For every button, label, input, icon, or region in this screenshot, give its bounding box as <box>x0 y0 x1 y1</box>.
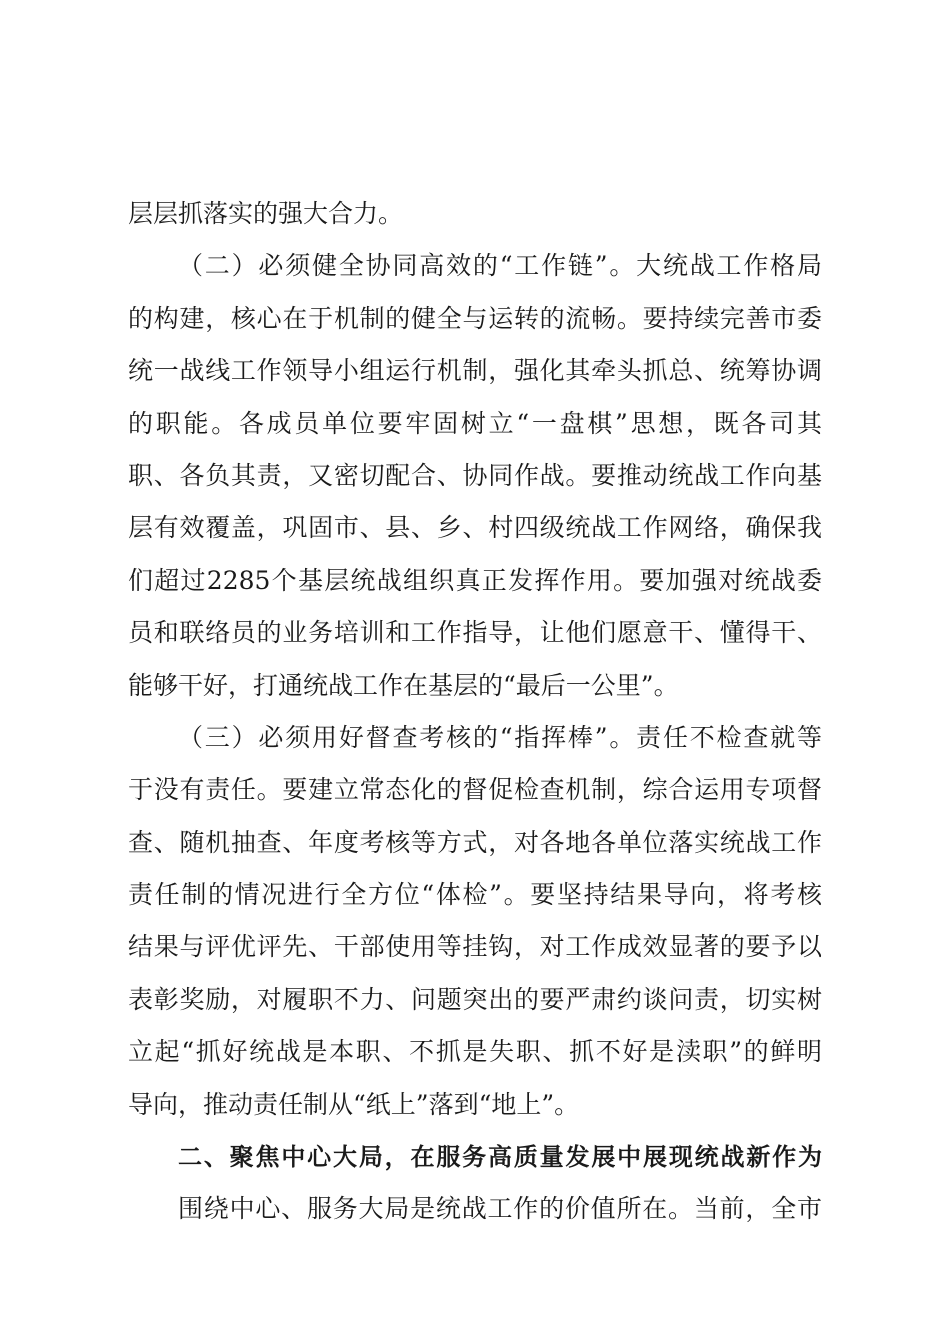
paragraph-line: 责任制的情况进行全方位“体检”。要坚持结果导向，将考核 <box>128 880 822 910</box>
paragraph-line: （二）必须健全协同高效的“工作链”。大统战工作格局 <box>178 251 822 281</box>
paragraph-line: 们超过2285个基层统战组织真正发挥作用。要加强对统战委 <box>128 565 822 595</box>
paragraph-line: 查、随机抽查、年度考核等方式，对各地各单位落实统战工作 <box>128 827 822 857</box>
paragraph-line: 表彰奖励，对履职不力、问题突出的要严肃约谈问责，切实树 <box>128 984 822 1014</box>
paragraph-line: 层层抓落实的强大合力。 <box>128 199 404 228</box>
paragraph-line: 结果与评优评先、干部使用等挂钩，对工作成效显著的要予以 <box>128 932 822 962</box>
paragraph-line: 于没有责任。要建立常态化的督促检查机制，综合运用专项督 <box>128 775 822 805</box>
document-body <box>128 188 822 1236</box>
paragraph-line: （三）必须用好督查考核的“指挥棒”。责任不检查就等 <box>178 722 822 752</box>
paragraph-line: 围绕中心、服务大局是统战工作的价值所在。当前，全市 <box>178 1194 822 1224</box>
paragraph-line: 统一战线工作领导小组运行机制，强化其牵头抓总、统筹协调 <box>128 356 822 386</box>
paragraph-line: 层有效覆盖，巩固市、县、乡、村四级统战工作网络，确保我 <box>128 513 822 543</box>
paragraph-line: 职、各负其责，又密切配合、协同作战。要推动统战工作向基 <box>128 460 822 490</box>
section-heading: 二、聚焦中心大局，在服务高质量发展中展现统战新作为 <box>178 1143 822 1172</box>
paragraph-line: 导向，推动责任制从“纸上”落到“地上”。 <box>128 1089 580 1119</box>
paragraph-line: 的构建，核心在于机制的健全与运转的流畅。要持续完善市委 <box>128 303 822 333</box>
paragraph-line: 立起“抓好统战是本职、不抓是失职、抓不好是渎职”的鲜明 <box>128 1037 822 1067</box>
paragraph-line: 能够干好，打通统战工作在基层的“最后一公里”。 <box>128 670 679 700</box>
paragraph-line: 的职能。各成员单位要牢固树立“一盘棋”思想，既各司其 <box>128 408 822 438</box>
paragraph-line: 员和联络员的业务培训和工作指导，让他们愿意干、懂得干、 <box>128 618 822 648</box>
